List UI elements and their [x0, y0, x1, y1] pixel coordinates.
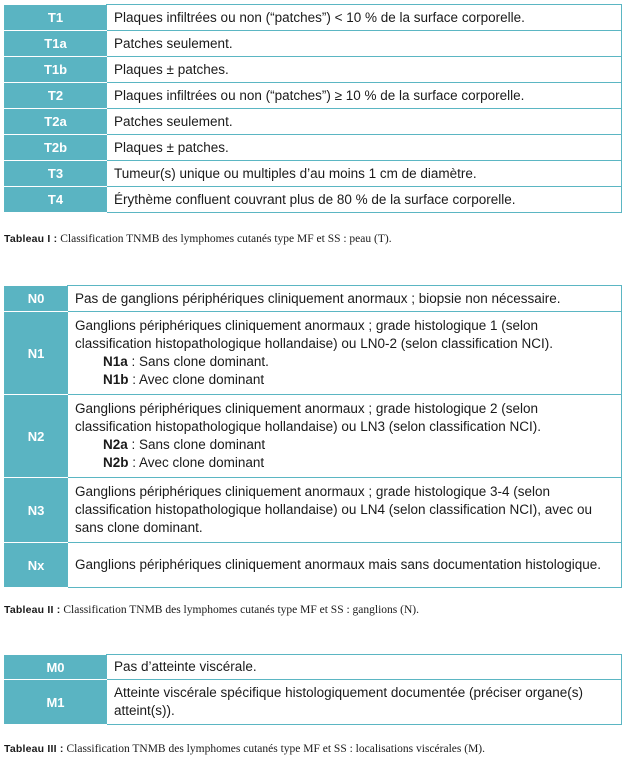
table-caption — [4, 604, 419, 616]
substage-line — [75, 353, 614, 371]
table-skin-t — [4, 4, 622, 213]
substage-code: N1b — [103, 372, 129, 387]
substage-text: : Avec clone dominant — [128, 372, 265, 387]
table-row — [5, 31, 622, 57]
table-row — [5, 680, 622, 725]
table-row — [5, 286, 622, 312]
stage-text: Ganglions périphériques cliniquement anormaux ; grade histologique 1 (selon classification histopathologique hollandaise) ou LN0-2 (selon classification NCI). — [75, 318, 554, 351]
substage-line — [75, 454, 614, 472]
substage-text: : Sans clone dominant. — [127, 354, 269, 369]
stage-description — [68, 395, 622, 478]
substage-code: N2a — [103, 437, 128, 452]
table-row — [5, 57, 622, 83]
stage-code: M0 — [5, 655, 107, 680]
stage-description: Érythème confluent couvrant plus de 80 % de la surface corporelle. — [107, 187, 622, 213]
table-caption — [4, 743, 485, 755]
stage-description: Patches seulement. — [107, 109, 622, 135]
stage-description: Ganglions périphériques cliniquement anormaux ; grade histologique 3-4 (selon classification histopathologique hollandaise) ou LN4 (selon classification NCI), avec ou sans clone dominant. — [68, 478, 622, 543]
stage-description: Plaques ± patches. — [107, 57, 622, 83]
table-row — [5, 135, 622, 161]
stage-text: Ganglions périphériques cliniquement anormaux ; grade histologique 2 (selon classification histopathologique hollandaise) ou LN3 (selon classification NCI). — [75, 401, 542, 434]
caption-text: Classification TNMB des lymphomes cutanés type MF et SS : peau (T). — [57, 233, 392, 245]
caption-text: Classification TNMB des lymphomes cutanés type MF et SS : ganglions (N). — [60, 604, 419, 616]
caption-label: Tableau III : — [4, 743, 64, 755]
stage-code: T1b — [5, 57, 107, 83]
caption-label: Tableau I : — [4, 233, 58, 245]
stage-code: N2 — [5, 395, 68, 478]
stage-code: N0 — [5, 286, 68, 312]
stage-description: Atteinte viscérale spécifique histologiquement documentée (préciser organe(s) atteint(s)). — [107, 680, 622, 725]
table-row — [5, 109, 622, 135]
stage-code: T2 — [5, 83, 107, 109]
stage-description: Patches seulement. — [107, 31, 622, 57]
table-row — [5, 543, 622, 588]
stage-code: N3 — [5, 478, 68, 543]
stage-code: T1 — [5, 5, 107, 31]
substage-line — [75, 436, 614, 454]
table-row — [5, 187, 622, 213]
substage-code: N1a — [103, 354, 128, 369]
table-caption — [4, 233, 392, 245]
table-row — [5, 83, 622, 109]
table-row — [5, 5, 622, 31]
table-row — [5, 312, 622, 395]
stage-description: Tumeur(s) unique ou multiples d’au moins 1 cm de diamètre. — [107, 161, 622, 187]
table-row — [5, 395, 622, 478]
stage-description: Pas d’atteinte viscérale. — [107, 655, 622, 680]
table-row — [5, 161, 622, 187]
stage-description: Ganglions périphériques cliniquement anormaux mais sans documentation histologique. — [68, 543, 622, 588]
substage-line — [75, 371, 614, 389]
substage-code: N2b — [103, 455, 129, 470]
stage-code: M1 — [5, 680, 107, 725]
caption-label: Tableau II : — [4, 604, 61, 616]
caption-text: Classification TNMB des lymphomes cutanés type MF et SS : localisations viscérales (M). — [63, 743, 485, 755]
stage-description: Plaques ± patches. — [107, 135, 622, 161]
stage-code: T1a — [5, 31, 107, 57]
stage-code: Nx — [5, 543, 68, 588]
table-nodes-n — [4, 285, 622, 588]
stage-description — [68, 312, 622, 395]
table-metastasis-m — [4, 654, 622, 725]
stage-description: Pas de ganglions périphériques cliniquement anormaux ; biopsie non nécessaire. — [68, 286, 622, 312]
table-row — [5, 655, 622, 680]
stage-code: N1 — [5, 312, 68, 395]
substage-text: : Avec clone dominant — [128, 455, 265, 470]
substage-text: : Sans clone dominant — [127, 437, 266, 452]
table-row — [5, 478, 622, 543]
stage-code: T2a — [5, 109, 107, 135]
stage-code: T2b — [5, 135, 107, 161]
stage-code: T4 — [5, 187, 107, 213]
stage-description: Plaques infiltrées ou non (“patches”) ≥ 10 % de la surface corporelle. — [107, 83, 622, 109]
stage-code: T3 — [5, 161, 107, 187]
stage-description: Plaques infiltrées ou non (“patches”) < 10 % de la surface corporelle. — [107, 5, 622, 31]
